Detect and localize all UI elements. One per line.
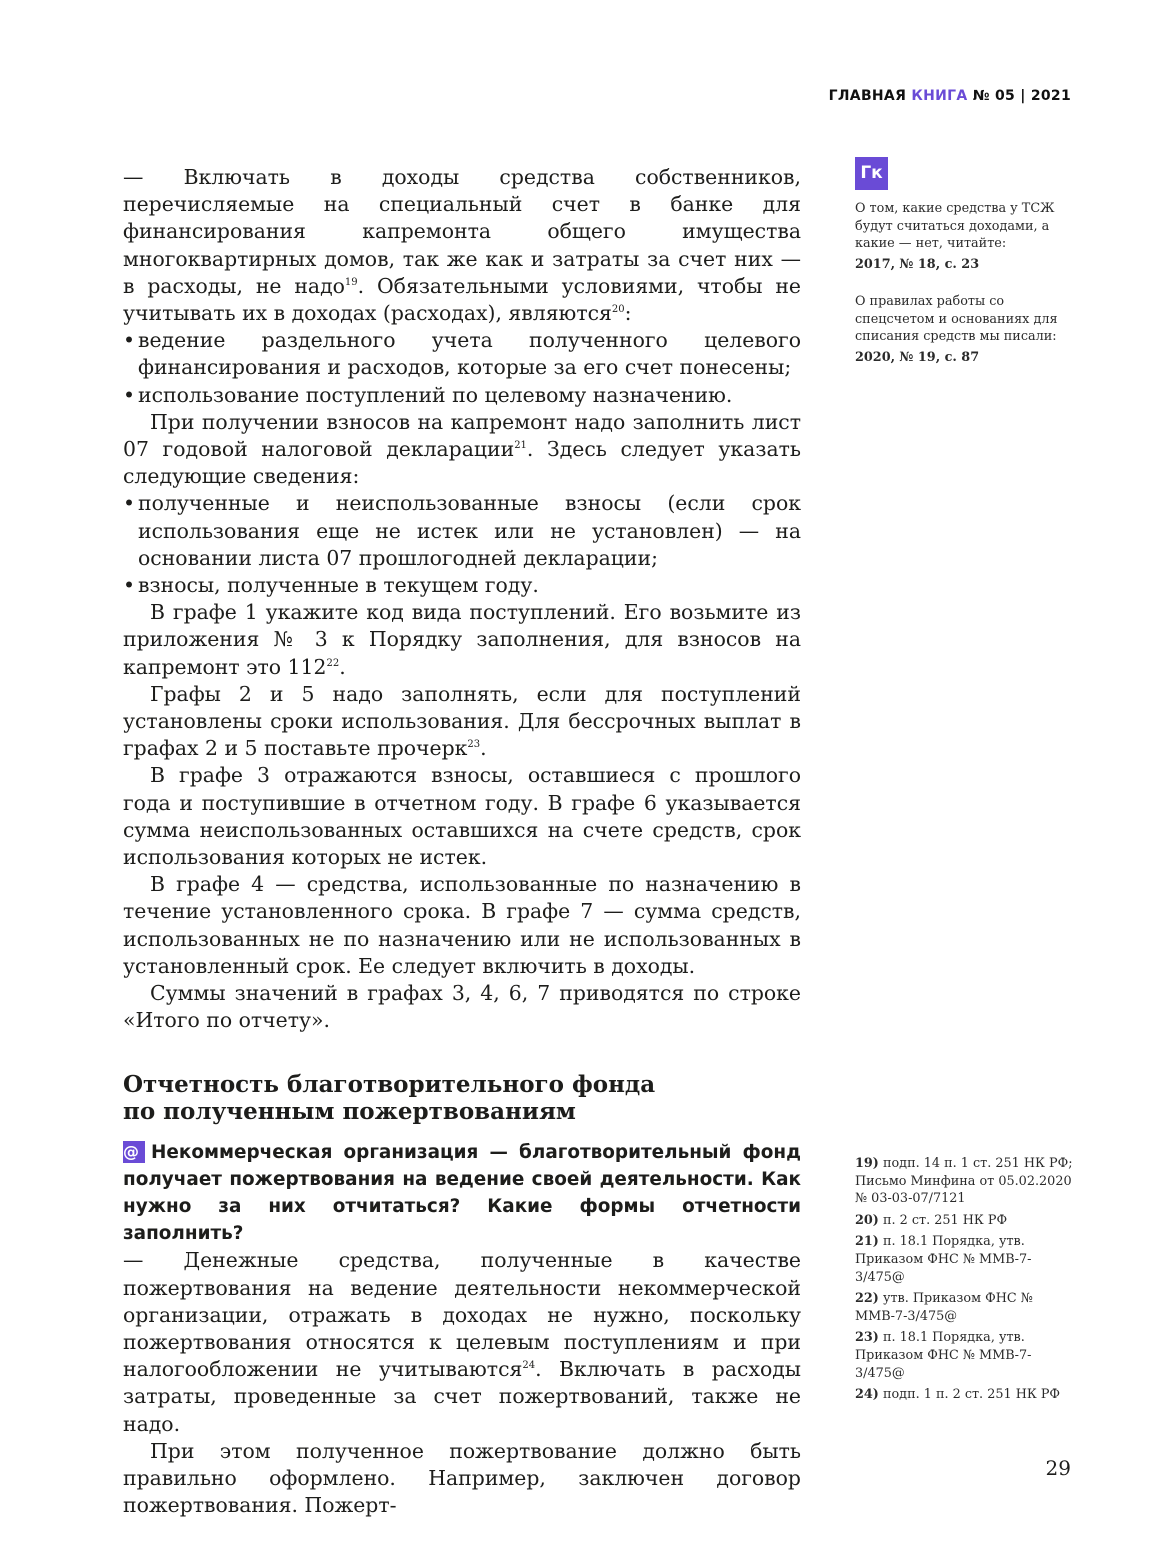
list-item: • полученные и неиспользованные взносы (если срок использования еще не истек или не установлен) — на основании листа 07 прошлогодней декларации; <box>123 490 801 572</box>
footnote: 19) подп. 14 п. 1 ст. 251 НК РФ; Письмо Минфина от 05.02.2020 № 03-03-07/7121 <box>855 1156 1073 1207</box>
footnote: 20) п. 2 ст. 251 НК РФ <box>855 1212 1008 1228</box>
footnote: 22) утв. Приказом ФНС № ММВ-7-3/475@ <box>855 1291 1033 1324</box>
sidebar-note-ref: 2017, № 18, с. 23 <box>855 256 980 272</box>
section-heading: Отчетность благотворительного фонда по полученным пожертвованиям <box>123 1070 656 1125</box>
footnote-ref: 24 <box>522 1360 536 1372</box>
paragraph: В графе 3 отражаются взносы, оставшиеся с прошлого года и поступившие в отчетном году. В графе 6 указывается сумма неиспользованных оставшихся на счете средств, срок использования которых не истек. <box>123 763 801 870</box>
list-item: • использование поступлений по целевому назначению. <box>123 382 801 409</box>
article-body <box>123 164 801 1519</box>
paragraph: В графе 1 укажите код вида поступлений. Его возьмите из приложения № 3 к Порядку заполнения, для взносов на капремонт это $112^{22}$. <box>123 600 801 679</box>
paragraph: — Включать в доходы средства собственников, перечисляемые на специальный счет в банке для финансирования капремонта общего имущества многоквартирных домов, так же как и затраты за счет них — в расходы, не надо$^{19}$. Обязательными условиями, чтобы не учитывать их в доходах (расходах), являются$^{20}$: <box>123 165 801 326</box>
sidebar-note-text: О том, какие средства у ТСЖ будут считаться доходами, а какие — нет, читайте: <box>855 201 1055 252</box>
footnote-ref: 22 <box>326 657 340 669</box>
paragraph: Суммы значений в графах 3, 4, 6, 7 приводятся по строке «Итого по отчету». <box>123 981 801 1033</box>
footnote-ref: 20 <box>611 304 625 316</box>
page-number: 29 <box>1045 1456 1071 1480</box>
header-title-accent: КНИГА <box>911 88 968 104</box>
paragraph: Графы 2 и 5 надо заполнять, если для поступлений установлены сроки использования. Для бессрочных выплат в графах 2 и 5 поставьте прочерк$^{23}$. <box>123 681 801 761</box>
sidebar-note <box>855 293 1075 366</box>
magazine-header <box>829 88 1071 104</box>
bullet-list <box>123 490 801 599</box>
at-sign-icon: @ <box>123 1141 145 1163</box>
paragraph: При получении взносов на капремонт надо заполнить лист 07 годовой налоговой декларации$^{21}$. Здесь следует указать следующие сведения: <box>123 409 801 489</box>
header-title: ГЛАВНАЯ <box>828 88 907 104</box>
question: @ Некоммерческая организация — благотворительный фонд получает пожертвования на ведение своей деятельности. Как нужно за них отчитаться? Какие формы отчетности заполнить? <box>123 1141 801 1245</box>
footnote: 23) п. 18.1 Порядка, утв. Приказом ФНС № ММВ-7-3/475@ <box>855 1330 1032 1381</box>
list-item: • взносы, полученные в текущем году. <box>123 572 801 599</box>
gk-logo-icon: Гк <box>855 157 888 190</box>
footnote-ref: 19 <box>344 277 358 289</box>
header-issue: № 05 | 2021 <box>972 88 1071 104</box>
paragraph: При этом полученное пожертвование должно быть правильно оформлено. Например, заключен договор пожертвования. Пожерт- <box>123 1438 801 1518</box>
footnote: 21) п. 18.1 Порядка, утв. Приказом ФНС № ММВ-7-3/475@ <box>855 1234 1032 1285</box>
sidebar-note-ref: 2020, № 19, с. 87 <box>855 349 980 365</box>
list-item: • ведение раздельного учета полученного целевого финансирования и расходов, которые за его счет понесены; <box>123 327 801 381</box>
footnote-ref: 23 <box>467 739 481 751</box>
paragraph: — Денежные средства, полученные в качестве пожертвования на ведение деятельности некоммерческой организации, отражать в доходах не нужно, поскольку пожертвования относятся к целевым поступлениям и при налогообложении не учитываются$^{24}$. Включать в расходы затраты, проведенные за счет пожертвований, также не надо. <box>123 1248 801 1436</box>
footnote: 24) подп. 1 п. 2 ст. 251 НК РФ <box>855 1387 1061 1403</box>
sidebar-note-text: О правилах работы со спецсчетом и основаниях для списания средств мы писали: <box>855 294 1058 345</box>
footnotes <box>855 1155 1080 1408</box>
sidebar-note <box>855 200 1075 273</box>
paragraph: В графе 4 — средства, использованные по назначению в течение установленного срока. В графе 7 — сумма средств, использованных не по назначению или не использованных в установленный срок. Ее следует включить в доходы. <box>123 872 801 978</box>
bullet-list <box>123 327 801 409</box>
footnote-ref: 21 <box>514 440 527 452</box>
